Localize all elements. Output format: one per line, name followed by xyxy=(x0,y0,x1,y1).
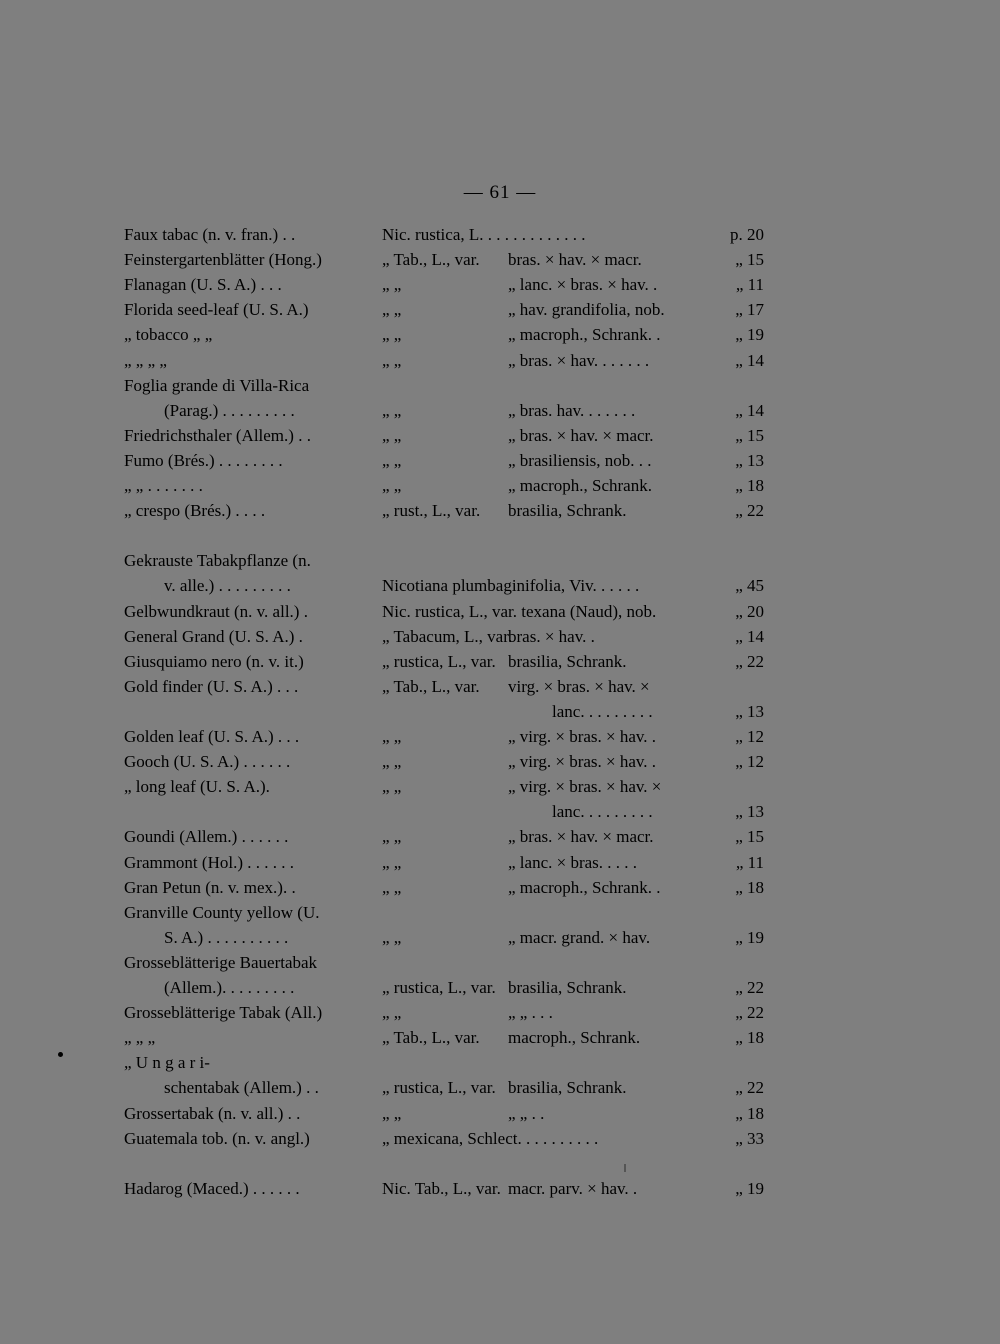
entry-page: „ 12 xyxy=(735,752,764,771)
index-entry xyxy=(0,749,1000,775)
index-entry xyxy=(0,900,1000,926)
entry-term: (Parag.) . . . . . . . . . xyxy=(164,401,295,420)
index-entry xyxy=(0,1000,1000,1026)
index-entry xyxy=(0,1176,1000,1202)
entry-species: „ Tabacum, L., var. xyxy=(382,627,513,646)
entry-term: S. A.) . . . . . . . . . . xyxy=(164,928,289,947)
entry-species: „ „ xyxy=(382,1104,402,1123)
entry-page: „ 22 xyxy=(735,652,764,671)
entry-page: „ 18 xyxy=(735,476,764,495)
entry-species: „ „ xyxy=(382,777,402,796)
index-entry xyxy=(0,1126,1000,1152)
entry-page: „ 17 xyxy=(735,300,764,319)
entry-species: „ rustica, L., var. xyxy=(382,978,496,997)
entry-variety: lanc. . . . . . . . . xyxy=(552,802,653,821)
entry-page: „ 18 xyxy=(735,1104,764,1123)
index-entry xyxy=(0,925,1000,951)
index-entry xyxy=(0,548,1000,574)
entry-species: „ rustica, L., var. xyxy=(382,1078,496,1097)
index-entry xyxy=(0,398,1000,424)
index-entry xyxy=(0,1025,1000,1051)
entry-species: „ „ xyxy=(382,325,402,344)
index-entry xyxy=(0,322,1000,348)
entry-species: „ „ xyxy=(382,752,402,771)
entry-term: Guatemala tob. (n. v. angl.) xyxy=(124,1129,310,1148)
entry-term: Grammont (Hol.) . . . . . . xyxy=(124,853,294,872)
entry-term: Flanagan (U. S. A.) . . . xyxy=(124,275,282,294)
entry-term: „ U n g a r i- xyxy=(124,1053,210,1072)
entry-term: „ „ . . . . . . . xyxy=(124,476,203,495)
entry-page: „ 22 xyxy=(735,978,764,997)
entry-species: „ „ xyxy=(382,300,402,319)
index-entry xyxy=(0,1151,1000,1177)
index-entry xyxy=(0,674,1000,700)
entry-species: „ „ xyxy=(382,928,402,947)
entry-variety: „ macroph., Schrank. . xyxy=(508,325,661,344)
entry-species: Nic. rustica, L., var. texana (Naud), nob. xyxy=(382,602,657,621)
entry-species: „ rustica, L., var. xyxy=(382,652,496,671)
entry-term: „ „ „ „ xyxy=(124,351,167,370)
entry-term: Florida seed-leaf (U. S. A.) xyxy=(124,300,309,319)
index-entry xyxy=(0,473,1000,499)
entry-term: Gran Petun (n. v. mex.). . xyxy=(124,878,296,897)
entry-page: „ 11 xyxy=(735,275,764,294)
page-number: — 61 — xyxy=(463,182,537,203)
entry-variety: „ hav. grandifolia, nob. xyxy=(508,300,665,319)
entry-species: „ „ xyxy=(382,878,402,897)
entry-term: „ „ „ xyxy=(124,1028,156,1047)
entry-page: „ 13 xyxy=(735,702,764,721)
entry-variety: „ bras. × hav. . . . . . . xyxy=(508,351,650,370)
entry-variety: „ lanc. × bras. × hav. . xyxy=(508,275,658,294)
index-entry xyxy=(0,799,1000,825)
entry-variety: „ „ . . . xyxy=(508,1003,553,1022)
entry-species: Nic. rustica, L. . . . . . . . . . . . . xyxy=(382,225,586,244)
entry-variety: bras. × hav. × macr. xyxy=(508,250,642,269)
entry-page: „ 19 xyxy=(735,1179,764,1198)
entry-variety: „ virg. × bras. × hav. . xyxy=(508,727,657,746)
index-entry xyxy=(0,850,1000,876)
entry-term: Grosseblätterige Bauertabak xyxy=(124,953,318,972)
entry-page: „ 22 xyxy=(735,501,764,520)
index-entry xyxy=(0,875,1000,901)
entry-variety: brasilia, Schrank. xyxy=(508,1078,627,1097)
entry-page: „ 33 xyxy=(735,1129,764,1148)
index-entry xyxy=(0,824,1000,850)
index-entry xyxy=(0,272,1000,298)
entry-term: Golden leaf (U. S. A.) . . . xyxy=(124,727,300,746)
entry-variety: „ brasiliensis, nob. . . xyxy=(508,451,652,470)
entry-species: „ Tab., L., var. xyxy=(382,1028,480,1047)
entry-page: p. 20 xyxy=(730,225,764,244)
entry-species: „ „ xyxy=(382,827,402,846)
index-entry xyxy=(0,724,1000,750)
entry-variety: „ virg. × bras. × hav. . xyxy=(508,752,657,771)
entry-species: „ „ xyxy=(382,426,402,445)
entry-term: „ crespo (Brés.) . . . . xyxy=(124,501,266,520)
entry-species: Nicotiana plumbaginifolia, Viv. . . . . . xyxy=(382,576,640,595)
index-entry xyxy=(0,1050,1000,1076)
entry-term: v. alle.) . . . . . . . . . xyxy=(164,576,291,595)
index-entry xyxy=(0,649,1000,675)
entry-page: „ 11 xyxy=(735,853,764,872)
index-entry xyxy=(0,1101,1000,1127)
entry-species: „ „ xyxy=(382,451,402,470)
entry-page: „ 22 xyxy=(735,1078,764,1097)
entry-variety: brasilia, Schrank. xyxy=(508,652,627,671)
entry-species: „ „ xyxy=(382,275,402,294)
index-entry xyxy=(0,247,1000,273)
entry-species: „ mexicana, Schlect. . . . . . . . . . xyxy=(382,1129,599,1148)
index-entry xyxy=(0,599,1000,625)
entry-species: „ Tab., L., var. xyxy=(382,250,480,269)
index-entry xyxy=(0,699,1000,725)
entry-species: „ „ xyxy=(382,401,402,420)
index-entry xyxy=(0,348,1000,374)
entry-variety: „ macroph., Schrank. . xyxy=(508,878,661,897)
entry-species: „ rust., L., var. xyxy=(382,501,481,520)
entry-variety: lanc. . . . . . . . . xyxy=(552,702,653,721)
entry-page: „ 13 xyxy=(735,451,764,470)
entry-variety: virg. × bras. × hav. × xyxy=(508,677,650,696)
index-entry xyxy=(0,373,1000,399)
entry-term: Gekrauste Tabakpflanze (n. xyxy=(124,551,311,570)
entry-species: „ „ xyxy=(382,1003,402,1022)
entry-page: „ 15 xyxy=(735,250,764,269)
index-entry xyxy=(0,774,1000,800)
index-entry xyxy=(0,1075,1000,1101)
index-entry xyxy=(0,297,1000,323)
entry-page: „ 15 xyxy=(735,827,764,846)
entry-variety: „ macroph., Schrank. xyxy=(508,476,652,495)
index-entry xyxy=(0,523,1000,549)
entry-page: „ 18 xyxy=(735,878,764,897)
entry-term: Fumo (Brés.) . . . . . . . . xyxy=(124,451,283,470)
index-entry xyxy=(0,950,1000,976)
index-entry xyxy=(0,448,1000,474)
entry-page: „ 19 xyxy=(735,928,764,947)
index-entry xyxy=(0,222,1000,248)
index-entry xyxy=(0,975,1000,1001)
entry-page: „ 14 xyxy=(735,627,764,646)
entry-term: Granville County yellow (U. xyxy=(124,903,320,922)
entry-term: „ tobacco „ „ xyxy=(124,325,213,344)
entry-term: schentabak (Allem.) . . xyxy=(164,1078,319,1097)
entry-term: Faux tabac (n. v. fran.) . . xyxy=(124,225,296,244)
entry-variety: brasilia, Schrank. xyxy=(508,978,627,997)
index-entry xyxy=(0,498,1000,524)
entry-species: „ „ xyxy=(382,476,402,495)
entry-variety: brasilia, Schrank. xyxy=(508,501,627,520)
entry-term: Goundi (Allem.) . . . . . . xyxy=(124,827,289,846)
entry-variety: „ „ . . xyxy=(508,1104,545,1123)
entry-page: „ 22 xyxy=(735,1003,764,1022)
entry-term: Hadarog (Maced.) . . . . . . xyxy=(124,1179,300,1198)
entry-variety: „ bras. hav. . . . . . . xyxy=(508,401,636,420)
entry-term: Gelbwundkraut (n. v. all.) . xyxy=(124,602,308,621)
entry-term: Foglia grande di Villa-Rica xyxy=(124,376,310,395)
index-entry xyxy=(0,573,1000,599)
entry-page: „ 19 xyxy=(735,325,764,344)
entry-species: Nic. Tab., L., var. xyxy=(382,1179,501,1198)
entry-variety: „ virg. × bras. × hav. × xyxy=(508,777,662,796)
entry-term: Feinstergartenblätter (Hong.) xyxy=(124,250,322,269)
entry-variety: „ bras. × hav. × macr. xyxy=(508,827,654,846)
entry-species: „ „ xyxy=(382,351,402,370)
entry-page: „ 20 xyxy=(735,602,764,621)
entry-page: „ 14 xyxy=(735,351,764,370)
entry-page: „ 18 xyxy=(735,1028,764,1047)
index-entry xyxy=(0,423,1000,449)
entry-term: Grossertabak (n. v. all.) . . xyxy=(124,1104,301,1123)
entry-term: Grosseblätterige Tabak (All.) xyxy=(124,1003,323,1022)
entry-species: „ Tab., L., var. xyxy=(382,677,480,696)
entry-variety: „ macr. grand. × hav. xyxy=(508,928,651,947)
entry-variety: „ bras. × hav. × macr. xyxy=(508,426,654,445)
entry-variety: macr. parv. × hav. . xyxy=(508,1179,638,1198)
entry-page: „ 14 xyxy=(735,401,764,420)
entry-term: (Allem.). . . . . . . . . xyxy=(164,978,295,997)
entry-species: „ „ xyxy=(382,853,402,872)
entry-term: Gold finder (U. S. A.) . . . xyxy=(124,677,299,696)
entry-variety: bras. × hav. . xyxy=(508,627,595,646)
entry-term: „ long leaf (U. S. A.). xyxy=(124,777,270,796)
entry-species: „ „ xyxy=(382,727,402,746)
entry-page: „ 12 xyxy=(735,727,764,746)
entry-page: „ 13 xyxy=(735,802,764,821)
entry-variety: „ lanc. × bras. . . . . xyxy=(508,853,638,872)
entry-term: Gooch (U. S. A.) . . . . . . xyxy=(124,752,291,771)
entry-term: Giusquiamo nero (n. v. it.) xyxy=(124,652,304,671)
entry-page: „ 15 xyxy=(735,426,764,445)
entry-page: „ 45 xyxy=(735,576,764,595)
entry-term: Friedrichsthaler (Allem.) . . xyxy=(124,426,311,445)
entry-term: General Grand (U. S. A.) . xyxy=(124,627,303,646)
index-entry xyxy=(0,624,1000,650)
entry-variety: macroph., Schrank. xyxy=(508,1028,641,1047)
